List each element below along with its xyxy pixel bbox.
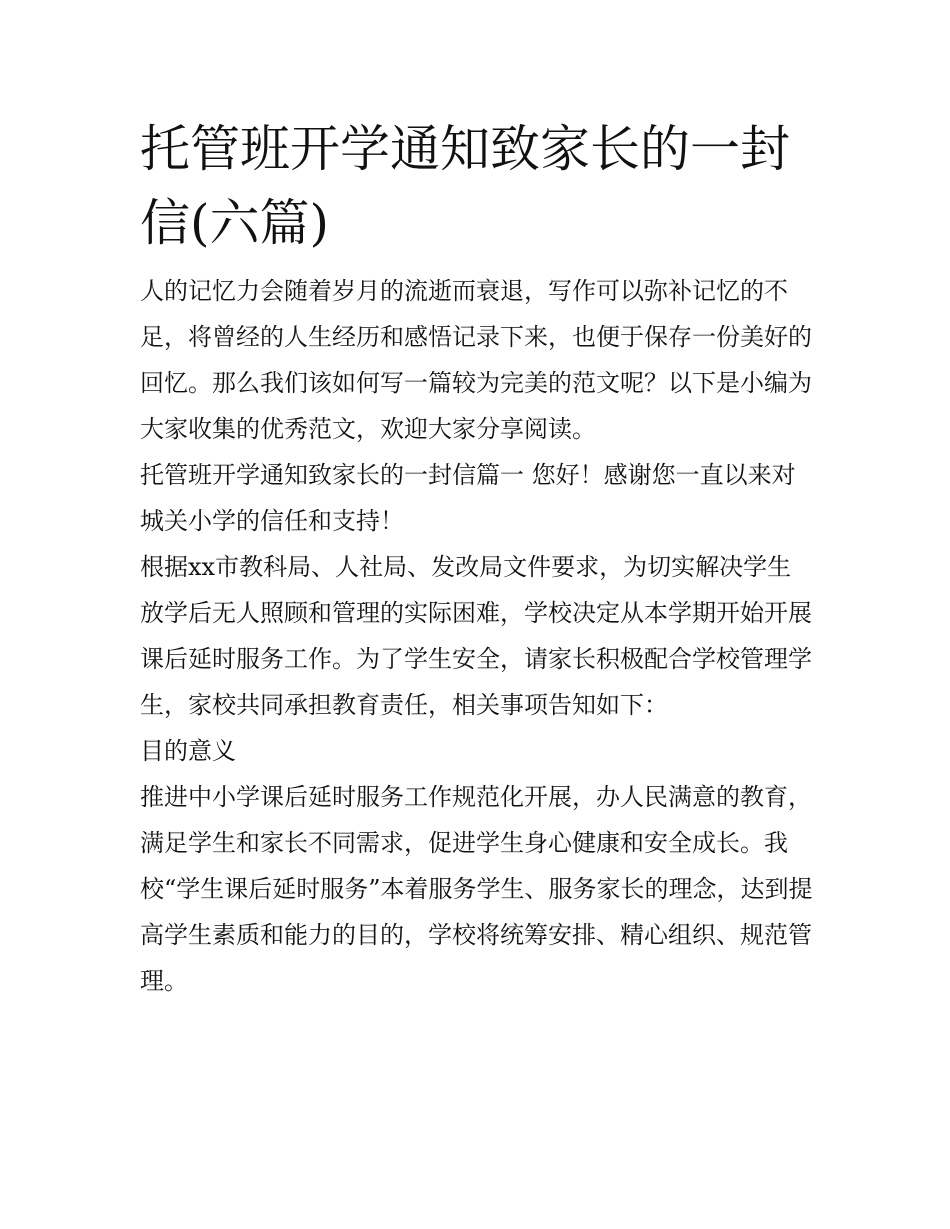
document-content: [140, 112, 815, 1004]
section-heading-purpose: 目的意义: [140, 737, 236, 765]
intro-paragraph: 人的记忆力会随着岁月的流逝而衰退，写作可以弥补记忆的不足，将曾经的人生经历和感悟记录下来，也便于保存一份美好的回忆。那么我们该如何写一篇较为完美的范文呢？以下是小编为大家收集的优秀范文，欢迎大家分享阅读。: [140, 277, 812, 443]
letter-opening-paragraph: 托管班开学通知致家长的一封信篇一 您好！感谢您一直以来对城关小学的信任和支持！: [140, 461, 796, 535]
notice-paragraph: 根据xx市教科局、人社局、发改局文件要求，为切实解决学生放学后无人照顾和管理的实际困难，学校决定从本学期开始开展课后延时服务工作。为了学生安全，请家长积极配合学校管理学生，家校共同承担教育责任，相关事项告知如下：: [140, 553, 812, 719]
purpose-paragraph: 推进中小学课后延时服务工作规范化开展，办人民满意的教育，满足学生和家长不同需求，促进学生身心健康和安全成长。我校“学生课后延时服务”本着服务学生、服务家长的理念，达到提高学生素质和能力的目的，学校将统筹安排、精心组织、规范管理。: [140, 783, 813, 995]
document-title: 托管班开学通知致家长的一封信(六篇): [140, 120, 790, 252]
